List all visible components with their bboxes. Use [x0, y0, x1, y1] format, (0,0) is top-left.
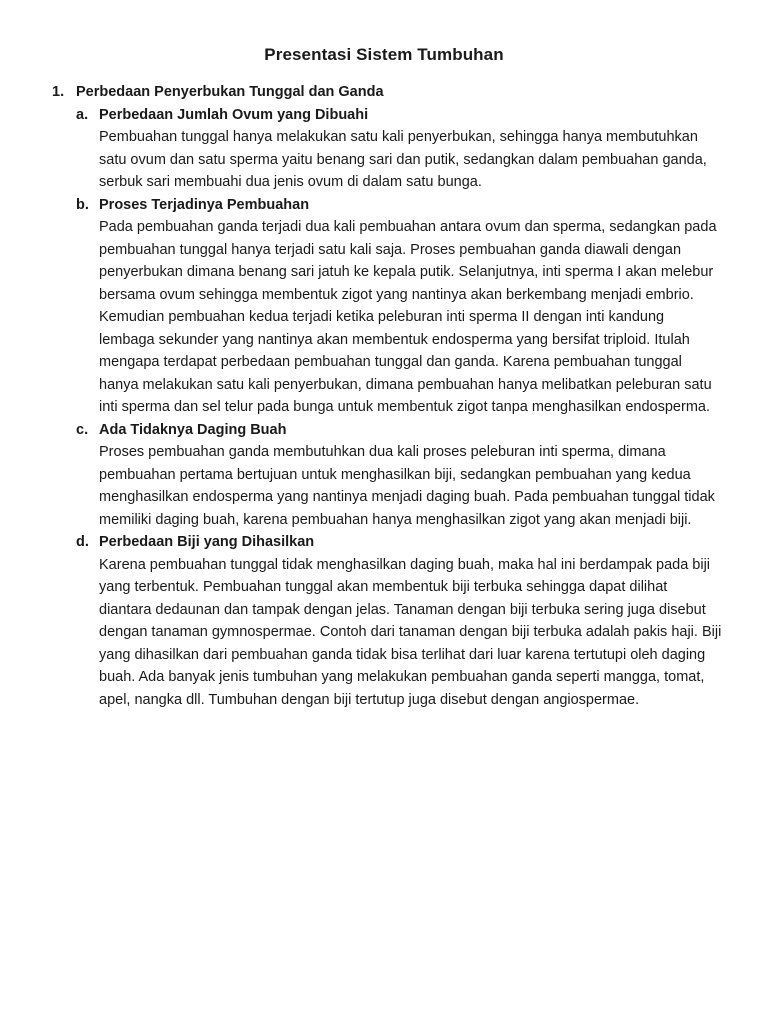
subsection-item-b	[76, 194, 722, 419]
section-heading	[52, 81, 722, 104]
document-title: Presentasi Sistem Tumbuhan	[264, 45, 504, 64]
subsection-letter: b.	[76, 196, 89, 213]
subsection-heading: Proses Terjadinya Pembuahan	[99, 196, 310, 213]
subsection-list	[76, 104, 722, 712]
subsection-heading: Ada Tidaknya Daging Buah	[99, 421, 287, 438]
subsection-heading: Perbedaan Biji yang Dihasilkan	[99, 534, 315, 550]
subsection-body: Proses pembuahan ganda membutuhkan dua kali proses peleburan inti sperma, dimana pembuahan pertama bertujuan untuk menghasilkan biji, sedangkan pembuahan yang kedua menghasilkan endosperma yang nantinya menjadi daging buah. Pada pembuahan tunggal tidak memiliki daging buah, karena pembuahan hanya menghasilkan zigot yang akan menjadi biji.	[99, 444, 715, 528]
subsection-item-a	[76, 104, 722, 194]
section-heading-text: Perbedaan Penyerbukan Tunggal dan Ganda	[76, 84, 384, 100]
subsection-body: Karena pembuahan tunggal tidak menghasilkan daging buah, maka hal ini berdampak pada biji yang terbentuk. Pembuahan tunggal akan membentuk biji terbuka sehingga dapat dilihat diantara dedaunan dan tampak dengan jelas. Tanaman dengan biji terbuka sering juga disebut dengan tanaman gymnospermae. Contoh dari tanaman dengan biji terbuka adalah pakis haji. Biji yang dihasilkan dari pembuahan ganda tidak bisa terlihat dari luar karena tertutupi oleh daging buah. Ada banyak jenis tumbuhan yang melakukan pembuahan ganda seperti mangga, tomat, apel, nangka dll. Tumbuhan dengan biji tertutup juga disebut dengan angiospermae.	[99, 556, 722, 708]
subsection-item-c	[76, 419, 722, 532]
subsection-letter: a.	[76, 106, 89, 123]
subsection-body: Pembuahan tunggal hanya melakukan satu kali penyerbukan, sehingga hanya membutuhkan satu ovum dan satu sperma yaitu benang sari dan putik, sedangkan dalam pembuahan ganda, serbuk sari membuahi dua jenis ovum di dalam satu bunga.	[99, 129, 707, 190]
section-number: 1.	[52, 84, 65, 100]
subsection-letter: d.	[76, 534, 89, 550]
subsection-item-d	[76, 531, 722, 711]
subsection-body: Pada pembuahan ganda terjadi dua kali pembuahan antara ovum dan sperma, sedangkan pada pembuahan tunggal hanya terjadi satu kali saja. Proses pembuahan ganda diawali dengan penyerbukan dimana benang sari jatuh ke kepala putik. Selanjutnya, inti sperma I akan melebur bersama ovum sehingga membentuk zigot yang nantinya akan berkembang menjadi embrio. Kemudian pembuahan kedua terjadi ketika peleburan inti sperma II dengan inti kandung lembaga sekunder yang nantinya akan membentuk endosperma yang bersifat triploid. Itulah mengapa terdapat perbedaan pembuahan tunggal dan ganda. Karena pembuahan tunggal hanya melakukan satu kali penyerbukan, dimana pembuahan hanya melibatkan peleburan satu inti sperma dan sel telur pada bunga untuk membentuk zigot tanpa menghasilkan endosperma.	[99, 219, 717, 415]
section-list	[52, 81, 722, 711]
subsection-letter: c.	[76, 421, 89, 438]
section-item	[52, 81, 722, 711]
subsection-heading: Perbedaan Jumlah Ovum yang Dibuahi	[99, 106, 369, 123]
